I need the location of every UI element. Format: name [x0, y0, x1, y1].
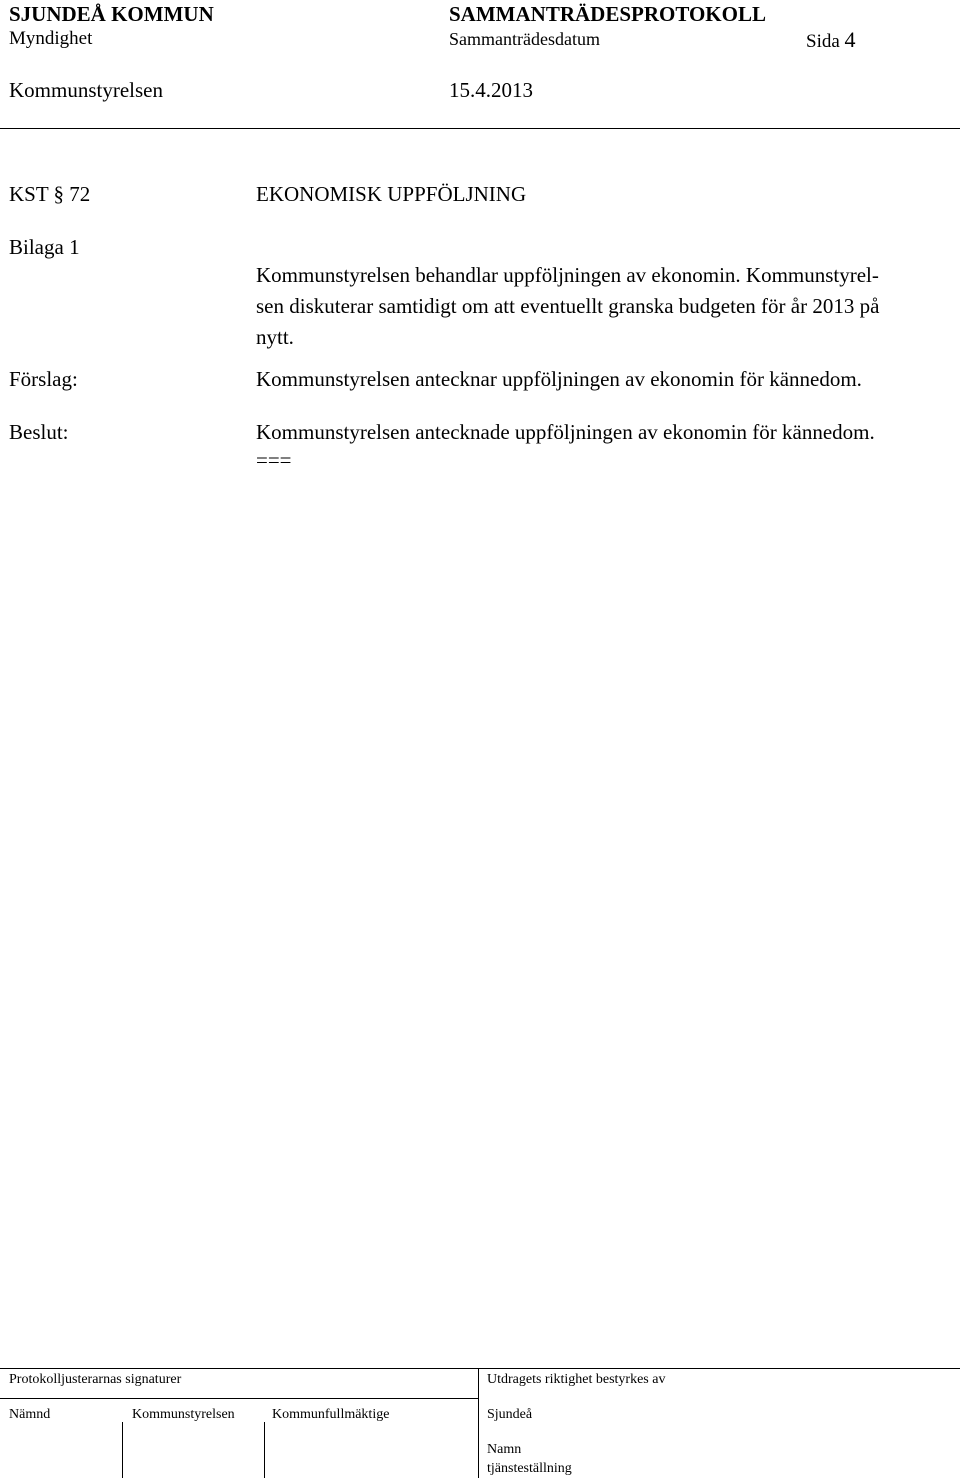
- name-label: Namn: [487, 1442, 522, 1457]
- proposal-label: Förslag:: [9, 367, 78, 391]
- paragraph-line: nytt.: [256, 325, 294, 349]
- item-title: EKONOMISK UPPFÖLJNING: [256, 182, 527, 206]
- certify-label: Utdragets riktighet bestyrkes av: [487, 1372, 666, 1387]
- item-paragraph: [256, 260, 946, 353]
- signature-footer: [0, 1368, 960, 1478]
- document-type: SAMMANTRÄDESPROTOKOLL: [449, 2, 766, 26]
- page-number: 4: [844, 27, 856, 52]
- page-indicator: [806, 27, 856, 53]
- page-label: Sida: [806, 31, 840, 52]
- attachment-label: Bilaga 1: [9, 235, 80, 259]
- footer-top-line: [0, 1368, 960, 1369]
- footer-col-line: [264, 1422, 265, 1478]
- footer-divider: [478, 1368, 479, 1478]
- organization-name: SJUNDEÅ KOMMUN: [9, 2, 214, 26]
- header-divider: [0, 128, 960, 129]
- place-label: Sjundeå: [487, 1407, 533, 1422]
- footer-mid-line: [0, 1398, 478, 1399]
- proposal-text: Kommunstyrelsen antecknar uppföljningen av ekonomin för kännedom.: [256, 367, 862, 391]
- position-label: tjänsteställning: [487, 1461, 572, 1476]
- col-kommunstyrelsen: Kommunstyrelsen: [132, 1407, 235, 1422]
- col-namnd: Nämnd: [9, 1407, 51, 1422]
- meeting-date-label: Sammanträdesdatum: [449, 29, 600, 49]
- paragraph-line: sen diskuterar samtidigt om att eventuellt granska budgeten för år 2013 på: [256, 294, 880, 318]
- meeting-date: 15.4.2013: [449, 78, 533, 102]
- col-kommunfullmaktige: Kommunfullmäktige: [272, 1407, 390, 1422]
- decision-text: Kommunstyrelsen antecknade uppföljningen av ekonomin för kännedom.: [256, 420, 875, 444]
- paragraph-line: Kommunstyrelsen behandlar uppföljningen av ekonomin. Kommunstyrel-: [256, 263, 879, 287]
- end-marker: ===: [256, 448, 292, 472]
- authority-label: Myndighet: [9, 28, 93, 49]
- item-number: KST § 72: [9, 182, 91, 206]
- body-name: Kommunstyrelsen: [9, 78, 163, 102]
- decision-label: Beslut:: [9, 420, 69, 444]
- footer-col-line: [122, 1422, 123, 1478]
- signatures-label: Protokolljusterarnas signaturer: [9, 1372, 182, 1387]
